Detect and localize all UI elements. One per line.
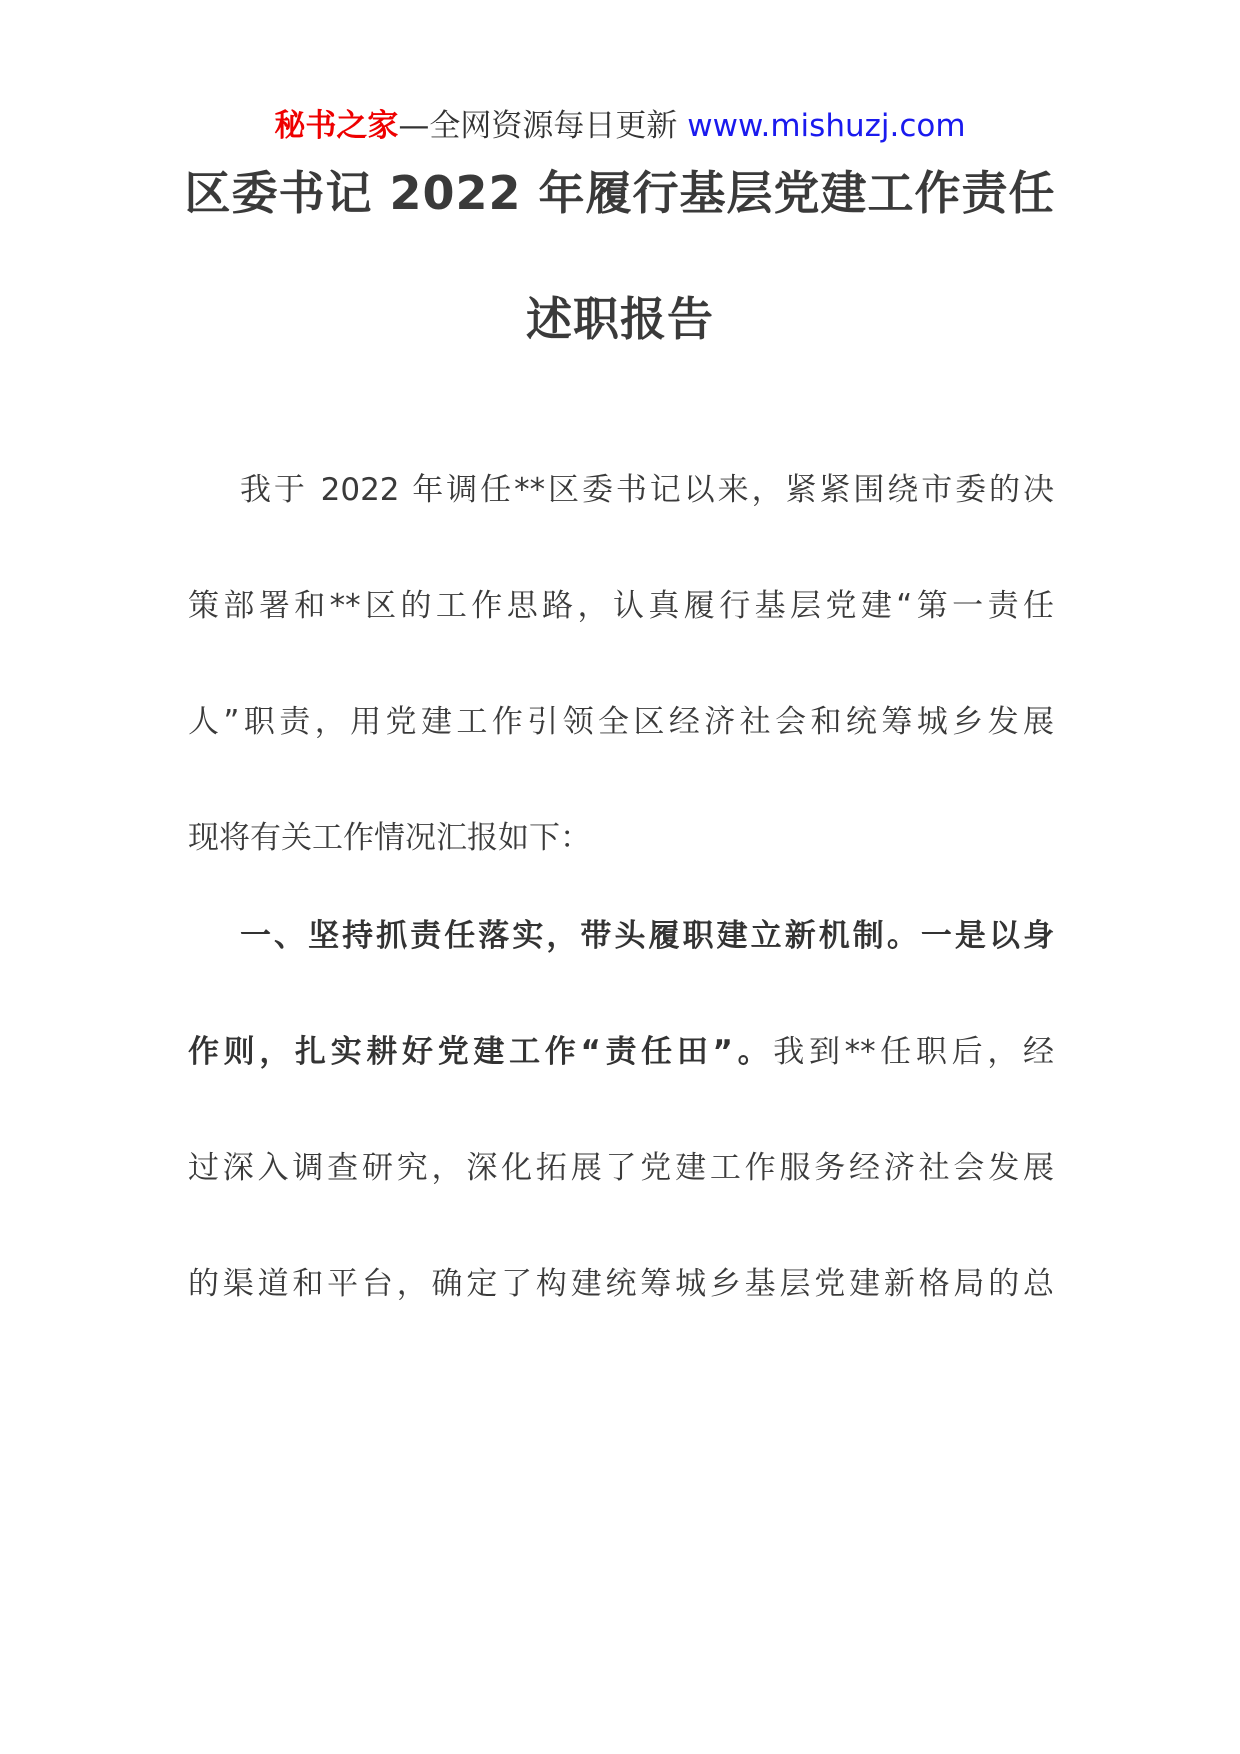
paragraph-2-line-2-bold: 作则，扎实耕好党建工作“责任田”。 [188, 1034, 774, 1070]
paragraph-1-line-1: 我于 2022 年调任**区委书记以来，紧紧围绕市委的决 [240, 472, 1054, 508]
site-url-link[interactable]: www.mishuzj.com [687, 108, 966, 144]
site-brand: 秘书之家 [274, 108, 399, 144]
document-title-line-2: 述职报告 [526, 292, 714, 346]
site-header [0, 104, 1240, 148]
paragraph-2-line-3: 过深入调查研究，深化拓展了党建工作服务经济社会发展 [188, 1150, 1054, 1186]
paragraph-1-line-3: 人”职责，用党建工作引领全区经济社会和统筹城乡发展 [188, 704, 1054, 740]
paragraph-2-line-1-heading: 一、坚持抓责任落实，带头履职建立新机制。一是以身 [240, 918, 1054, 954]
paragraph-1-line-2: 策部署和**区的工作思路，认真履行基层党建“第一责任 [188, 588, 1054, 624]
paragraph-2-line-4: 的渠道和平台，确定了构建统筹城乡基层党建新格局的总 [188, 1266, 1054, 1302]
document-title-line-1: 区委书记 2022 年履行基层党建工作责任 [184, 166, 1056, 220]
paragraph-2-line-2 [188, 1030, 1054, 1074]
site-tagline: —全网资源每日更新 [398, 108, 678, 144]
paragraph-1-line-4: 现将有关工作情况汇报如下： [188, 820, 591, 856]
paragraph-2-line-2-rest: 我到**任职后，经 [773, 1034, 1055, 1070]
